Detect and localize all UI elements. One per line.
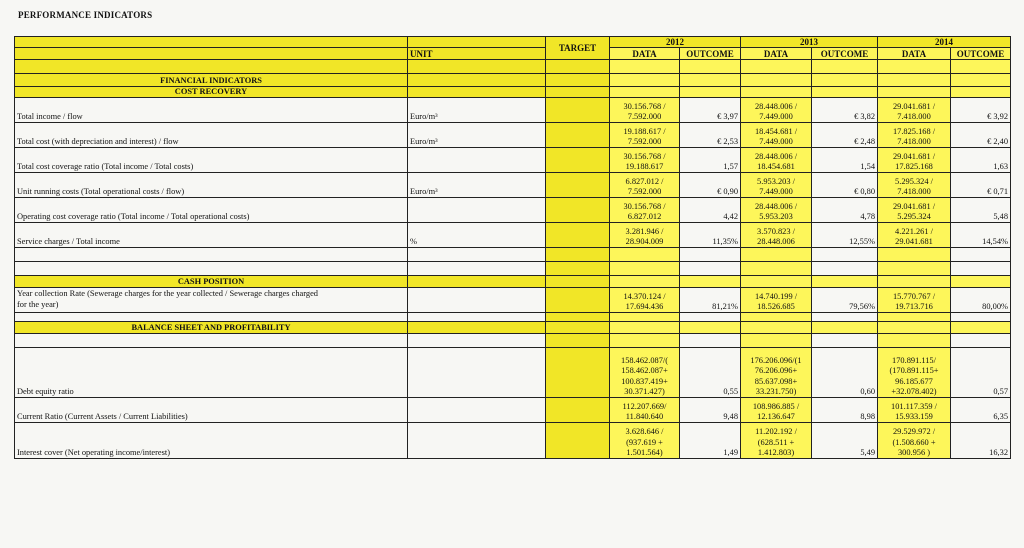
data-cell: 29.041.681 / 5.295.324 bbox=[878, 198, 951, 223]
year-2012-header: 2012 bbox=[610, 37, 741, 48]
outcome-cell: 80,00% bbox=[951, 288, 1011, 313]
data-cell: 112.207.669/ 11.840.640 bbox=[610, 398, 680, 423]
data-cell: 28.448.006 / 18.454.681 bbox=[741, 148, 812, 173]
unit-header-top bbox=[408, 37, 546, 48]
section-financial-indicators: FINANCIAL INDICATORS bbox=[15, 74, 408, 87]
section-cost-recovery: COST RECOVERY bbox=[15, 87, 408, 98]
outcome-cell: 11,35% bbox=[680, 223, 741, 248]
data-cell: 3.570.823 / 28.448.006 bbox=[741, 223, 812, 248]
data-cell: 11.202.192 / (628.511 + 1.412.803) bbox=[741, 423, 812, 459]
data-header-2013: DATA bbox=[741, 48, 812, 60]
data-cell: 108.986.885 / 12.136.647 bbox=[741, 398, 812, 423]
data-cell: 28.448.006 / 7.449.000 bbox=[741, 98, 812, 123]
data-cell: 29.529.972 / (1.508.660 + 300.956 ) bbox=[878, 423, 951, 459]
outcome-cell: 14,54% bbox=[951, 223, 1011, 248]
section-balance-sheet: BALANCE SHEET AND PROFITABILITY bbox=[15, 322, 408, 334]
outcome-cell: € 3,92 bbox=[951, 98, 1011, 123]
table-row bbox=[15, 423, 1011, 459]
unit-header: UNIT bbox=[408, 48, 546, 60]
data-cell: 170.891.115/ (170.891.115+ 96.185.677 +32.078.402) bbox=[878, 348, 951, 398]
outcome-header-2012: OUTCOME bbox=[680, 48, 741, 60]
table-row bbox=[15, 348, 1011, 398]
row-label: Unit running costs (Total operational costs / flow) bbox=[15, 173, 408, 198]
data-cell: 28.448.006 / 5.953.203 bbox=[741, 198, 812, 223]
data-cell: 176.206.096/(1 76.206.096+ 85.637.098+ 33.231.750) bbox=[741, 348, 812, 398]
outcome-cell: 4,42 bbox=[680, 198, 741, 223]
data-cell: 18.454.681 / 7.449.000 bbox=[741, 123, 812, 148]
data-cell: 30.156.768 / 6.827.012 bbox=[610, 198, 680, 223]
outcome-cell: 16,32 bbox=[951, 423, 1011, 459]
row-label: Year collection Rate (Sewerage charges for the year collected / Sewerage charges charged for the year) bbox=[15, 288, 408, 313]
data-cell: 30.156.768 / 7.592.000 bbox=[610, 98, 680, 123]
data-cell: 5.953.203 / 7.449.000 bbox=[741, 173, 812, 198]
outcome-cell: 9,48 bbox=[680, 398, 741, 423]
outcome-cell: 4,78 bbox=[812, 198, 878, 223]
outcome-cell: 79,56% bbox=[812, 288, 878, 313]
outcome-cell: 0,55 bbox=[680, 348, 741, 398]
outcome-header-2014: OUTCOME bbox=[951, 48, 1011, 60]
data-header-2014: DATA bbox=[878, 48, 951, 60]
target-header: TARGET bbox=[546, 37, 610, 60]
table-row bbox=[15, 288, 1011, 313]
year-2013-header: 2013 bbox=[741, 37, 878, 48]
data-cell: 3.281.946 / 28.904.009 bbox=[610, 223, 680, 248]
row-label: Interest cover (Net operating income/interest) bbox=[15, 423, 408, 459]
outcome-cell: 81,21% bbox=[680, 288, 741, 313]
outcome-cell: 5,48 bbox=[951, 198, 1011, 223]
row-label: Service charges / Total income bbox=[15, 223, 408, 248]
data-cell: 29.041.681 / 7.418.000 bbox=[878, 98, 951, 123]
outcome-cell: € 0,90 bbox=[680, 173, 741, 198]
outcome-cell: € 3,97 bbox=[680, 98, 741, 123]
performance-indicators-table bbox=[14, 36, 1011, 459]
row-unit: Euro/m³ bbox=[408, 98, 546, 123]
data-cell: 14.740.199 / 18.526.685 bbox=[741, 288, 812, 313]
data-cell: 6.827.012 / 7.592.000 bbox=[610, 173, 680, 198]
data-cell: 4.221.261 / 29.041.681 bbox=[878, 223, 951, 248]
row-label: Total income / flow bbox=[15, 98, 408, 123]
table-row bbox=[15, 398, 1011, 423]
label-header-cell-2 bbox=[15, 48, 408, 60]
row-unit: Euro/m³ bbox=[408, 173, 546, 198]
row-label: Total cost coverage ratio (Total income / Total costs) bbox=[15, 148, 408, 173]
page-title: PERFORMANCE INDICATORS bbox=[18, 10, 153, 20]
data-cell: 5.295.324 / 7.418.000 bbox=[878, 173, 951, 198]
data-cell: 15.770.767 / 19.713.716 bbox=[878, 288, 951, 313]
outcome-cell: € 3,82 bbox=[812, 98, 878, 123]
outcome-cell: 1,54 bbox=[812, 148, 878, 173]
outcome-cell: 6,35 bbox=[951, 398, 1011, 423]
data-cell: 3.628.646 / (937.619 + 1.501.564) bbox=[610, 423, 680, 459]
row-unit bbox=[408, 148, 546, 173]
section-cash-position: CASH POSITION bbox=[15, 276, 408, 288]
row-label: Current Ratio (Current Assets / Current Liabilities) bbox=[15, 398, 408, 423]
data-cell: 101.117.359 / 15.933.159 bbox=[878, 398, 951, 423]
outcome-cell: € 2,40 bbox=[951, 123, 1011, 148]
table-row bbox=[15, 223, 1011, 248]
outcome-cell: 0,57 bbox=[951, 348, 1011, 398]
table-row bbox=[15, 173, 1011, 198]
outcome-cell: 12,55% bbox=[812, 223, 878, 248]
outcome-cell: 5,49 bbox=[812, 423, 878, 459]
row-label: Operating cost coverage ratio (Total income / Total operational costs) bbox=[15, 198, 408, 223]
data-cell: 17.825.168 / 7.418.000 bbox=[878, 123, 951, 148]
data-header-2012: DATA bbox=[610, 48, 680, 60]
row-unit: Euro/m³ bbox=[408, 123, 546, 148]
data-cell: 158.462.087/( 158.462.087+ 100.837.419+ 30.371.427) bbox=[610, 348, 680, 398]
row-unit bbox=[408, 198, 546, 223]
outcome-cell: € 0,80 bbox=[812, 173, 878, 198]
outcome-cell: € 0,71 bbox=[951, 173, 1011, 198]
outcome-cell: 0,60 bbox=[812, 348, 878, 398]
outcome-cell: € 2,53 bbox=[680, 123, 741, 148]
row-label: Total cost (with depreciation and interest) / flow bbox=[15, 123, 408, 148]
outcome-cell: € 2,48 bbox=[812, 123, 878, 148]
table-row bbox=[15, 148, 1011, 173]
table-row bbox=[15, 98, 1011, 123]
data-cell: 14.370.124 / 17.694.436 bbox=[610, 288, 680, 313]
data-cell: 30.156.768 / 19.188.617 bbox=[610, 148, 680, 173]
label-header-cell bbox=[15, 37, 408, 48]
data-cell: 29.041.681 / 17.825.168 bbox=[878, 148, 951, 173]
outcome-cell: 1,49 bbox=[680, 423, 741, 459]
row-label: Debt equity ratio bbox=[15, 348, 408, 398]
year-2014-header: 2014 bbox=[878, 37, 1011, 48]
outcome-cell: 1,57 bbox=[680, 148, 741, 173]
outcome-header-2013: OUTCOME bbox=[812, 48, 878, 60]
table-row bbox=[15, 123, 1011, 148]
outcome-cell: 8,98 bbox=[812, 398, 878, 423]
data-cell: 19.188.617 / 7.592.000 bbox=[610, 123, 680, 148]
row-unit: % bbox=[408, 223, 546, 248]
outcome-cell: 1,63 bbox=[951, 148, 1011, 173]
table-row bbox=[15, 198, 1011, 223]
